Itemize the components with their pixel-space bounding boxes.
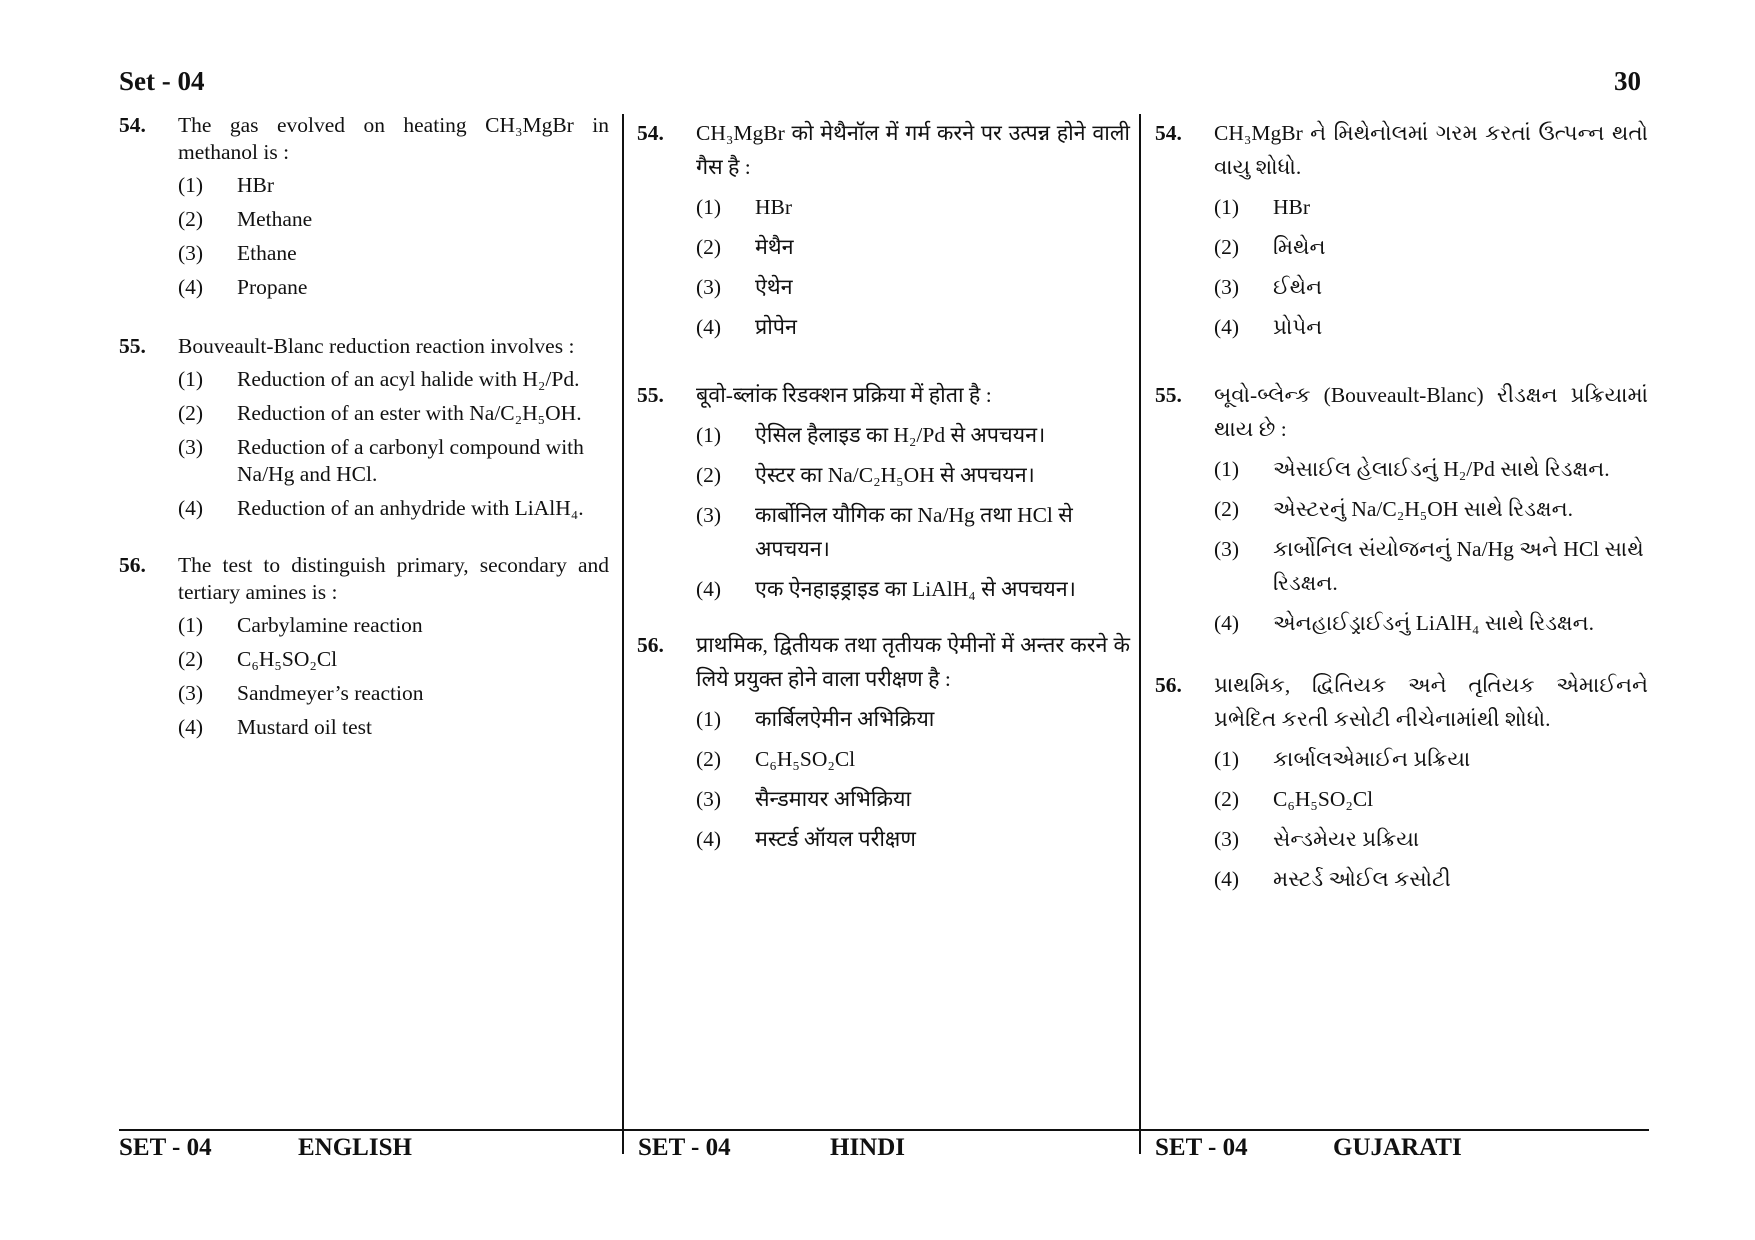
option-text: Reduction of an anhydride with LiAlH₄.: [237, 496, 584, 520]
question-text: The gas evolved on heating CH₃MgBr in methanol is :: [178, 113, 609, 164]
question-number: 55.: [1155, 383, 1182, 407]
option-item: [696, 230, 1130, 264]
option-item: [178, 240, 609, 267]
option-number: (2): [1214, 235, 1240, 259]
options-list: [178, 172, 609, 301]
footer-set-hindi: SET - 04: [638, 1134, 731, 1161]
option-item: [1214, 270, 1648, 304]
footer-rule: [119, 1129, 1649, 1131]
question-number: 54.: [637, 121, 664, 145]
option-number: (2): [1214, 787, 1240, 811]
option-text: सैन्डमायर अभिक्रिया: [755, 787, 912, 811]
option-text: Propane: [237, 275, 308, 299]
english-column: [119, 112, 609, 748]
option-item: [696, 742, 1130, 776]
option-item: [1214, 862, 1648, 896]
option-number: (1): [178, 367, 204, 391]
option-number: (3): [178, 681, 204, 705]
question-54: [1155, 116, 1648, 344]
option-number: (4): [696, 827, 722, 851]
option-number: (2): [178, 207, 204, 231]
question-text: The test to distinguish primary, secondary and tertiary amines is :: [178, 553, 609, 604]
column-divider: [622, 114, 624, 1154]
option-text: એનહાઈડ્રાઈડનું LiAlH₄ સાથે રિડક્ષન.: [1273, 611, 1595, 635]
option-item: [178, 366, 609, 393]
question-text: CH₃MgBr ને મિથેનોલમાં ગરમ કરતાં ઉત્પન્ન થતો વાયુ શોધો.: [1214, 121, 1648, 179]
option-item: [696, 458, 1130, 492]
option-number: (2): [178, 401, 204, 425]
option-number: (2): [696, 747, 722, 771]
option-item: [1214, 606, 1648, 640]
option-text: एक ऐनहाइड्राइड का LiAlH₄ से अपचयन।: [755, 577, 1076, 601]
option-number: (3): [1214, 537, 1240, 561]
option-number: (4): [1214, 611, 1240, 635]
option-item: [178, 400, 609, 427]
option-text: Reduction of an acyl halide with H₂/Pd.: [237, 367, 580, 391]
option-item: [696, 782, 1130, 816]
option-item: [696, 310, 1130, 344]
option-number: (4): [696, 577, 722, 601]
question-text: Bouveault-Blanc reduction reaction involves :: [178, 334, 575, 358]
option-text: HBr: [1273, 195, 1311, 219]
column-divider: [1139, 114, 1141, 1154]
option-number: (1): [178, 613, 204, 637]
option-text: C₆H₅SO₂Cl: [1273, 787, 1374, 811]
option-item: [696, 498, 1130, 566]
option-item: [1214, 532, 1648, 600]
question-56: [119, 552, 609, 741]
footer-set-gujarati: SET - 04: [1155, 1134, 1248, 1161]
option-item: [1214, 742, 1648, 776]
option-text: मेथैन: [755, 235, 794, 259]
option-text: પ્રોપેન: [1273, 315, 1323, 339]
question-number: 56.: [1155, 673, 1182, 697]
option-item: [1214, 782, 1648, 816]
options-list: [1214, 452, 1648, 640]
option-text: C₆H₅SO₂Cl: [755, 747, 856, 771]
option-number: (4): [696, 315, 722, 339]
set-title: Set - 04: [119, 66, 205, 96]
option-item: [178, 274, 609, 301]
option-item: [178, 495, 609, 522]
option-number: (1): [696, 195, 722, 219]
option-text: મિથેન: [1273, 235, 1326, 259]
option-text: Mustard oil test: [237, 715, 372, 739]
question-number: 56.: [637, 633, 664, 657]
option-item: [178, 714, 609, 741]
option-number: (3): [696, 275, 722, 299]
question-55: [1155, 378, 1648, 640]
option-text: ऐसिल हैलाइड का H₂/Pd से अपचयन।: [755, 423, 1046, 447]
option-item: [178, 612, 609, 639]
option-number: (3): [696, 503, 722, 527]
option-number: (1): [1214, 457, 1240, 481]
option-text: Methane: [237, 207, 313, 231]
option-number: (4): [178, 496, 204, 520]
option-number: (2): [178, 647, 204, 671]
option-item: [178, 434, 609, 488]
option-text: HBr: [237, 173, 275, 197]
option-number: (4): [178, 275, 204, 299]
option-number: (3): [696, 787, 722, 811]
question-54: [637, 116, 1130, 344]
footer-lang-english: ENGLISH: [298, 1134, 412, 1161]
option-item: [1214, 452, 1648, 486]
option-number: (4): [178, 715, 204, 739]
question-text: प्राथमिक, द्वितीयक तथा तृतीयक ऐमीनों में अन्तर करने के लिये प्रयुक्त होने वाला परीक्षण है :: [696, 633, 1130, 691]
option-text: ऐस्टर का Na/C₂H₅OH से अपचयन।: [755, 463, 1035, 487]
gujarati-column: [1155, 116, 1648, 902]
question-text: CH₃MgBr को मेथैनॉल में गर्म करने पर उत्पन्न होने वाली गैस है :: [696, 121, 1130, 179]
question-56: [1155, 668, 1648, 896]
options-list: [178, 612, 609, 741]
hindi-column: [637, 116, 1130, 862]
options-list: [1214, 742, 1648, 896]
option-text: प्रोपेन: [755, 315, 797, 339]
option-item: [696, 270, 1130, 304]
option-item: [1214, 822, 1648, 856]
option-number: (3): [178, 435, 204, 459]
question-55: [637, 378, 1130, 606]
question-54: [119, 112, 609, 301]
options-list: [1214, 190, 1648, 344]
footer-lang-hindi: HINDI: [830, 1134, 906, 1161]
option-number: (2): [696, 463, 722, 487]
question-text: પ્રાથમિક, દ્વિતિયક અને તૃતિયક એમાઈનને પ્રભેદિત કરતી કસોટી નીચેનામાંથી શોધો.: [1214, 673, 1648, 731]
question-number: 54.: [1155, 121, 1182, 145]
option-number: (1): [696, 707, 722, 731]
option-number: (4): [1214, 867, 1240, 891]
option-text: ऐथेन: [755, 275, 793, 299]
option-text: Carbylamine reaction: [237, 613, 423, 637]
option-number: (1): [696, 423, 722, 447]
option-text: કાર્બોનિલ સંયોજનનું Na/Hg અને HCl સાથે રિડક્ષન.: [1273, 537, 1644, 595]
option-item: [1214, 230, 1648, 264]
option-number: (3): [178, 241, 204, 265]
option-item: [178, 172, 609, 199]
question-number: 54.: [119, 113, 146, 137]
question-number: 55.: [637, 383, 664, 407]
option-text: HBr: [755, 195, 793, 219]
option-number: (4): [1214, 315, 1240, 339]
option-text: Ethane: [237, 241, 297, 265]
footer-lang-gujarati: GUJARATI: [1333, 1134, 1462, 1161]
option-text: ઈથેન: [1273, 275, 1323, 299]
option-item: [696, 702, 1130, 736]
option-text: मस्टर्ड ऑयल परीक्षण: [755, 827, 916, 851]
option-item: [696, 418, 1130, 452]
page-number: 30: [1614, 66, 1641, 96]
option-number: (1): [178, 173, 204, 197]
option-number: (2): [1214, 497, 1240, 521]
option-item: [178, 206, 609, 233]
question-number: 55.: [119, 334, 146, 358]
option-item: [696, 572, 1130, 606]
question-text: બૂવો-બ્લેન્ક (Bouveault-Blanc) રીડક્ષન પ્રક્રિયામાં થાય છે :: [1214, 383, 1648, 441]
options-list: [696, 418, 1130, 606]
option-text: મસ્ટર્ડ ઓઈલ કસોટી: [1273, 867, 1451, 891]
option-text: સેન્ડમેયર પ્રક્રિયા: [1273, 827, 1420, 851]
option-text: Reduction of a carbonyl compound with Na/Hg and HCl.: [237, 435, 584, 486]
option-text: C₆H₅SO₂Cl: [237, 647, 338, 671]
question-number: 56.: [119, 553, 146, 577]
option-text: कार्बिलऐमीन अभिक्रिया: [755, 707, 935, 731]
option-number: (2): [696, 235, 722, 259]
option-item: [178, 680, 609, 707]
option-item: [696, 822, 1130, 856]
option-text: कार्बोनिल यौगिक का Na/Hg तथा HCl से अपचयन।: [755, 503, 1073, 561]
option-number: (3): [1214, 275, 1240, 299]
option-text: એસાઈલ હેલાઈડનું H₂/Pd સાથે રિડક્ષન.: [1273, 457, 1610, 481]
options-list: [696, 190, 1130, 344]
option-item: [1214, 310, 1648, 344]
question-55: [119, 333, 609, 522]
option-text: કાર્બાલએમાઈન પ્રક્રિયા: [1273, 747, 1471, 771]
option-item: [178, 646, 609, 673]
options-list: [178, 366, 609, 522]
options-list: [696, 702, 1130, 856]
option-text: Sandmeyer’s reaction: [237, 681, 424, 705]
footer-set-english: SET - 04: [119, 1134, 212, 1161]
question-56: [637, 628, 1130, 856]
option-item: [1214, 492, 1648, 526]
option-text: એસ્ટરનું Na/C₂H₅OH સાથે રિડક્ષન.: [1273, 497, 1574, 521]
option-item: [696, 190, 1130, 224]
option-number: (1): [1214, 747, 1240, 771]
option-item: [1214, 190, 1648, 224]
option-number: (3): [1214, 827, 1240, 851]
option-number: (1): [1214, 195, 1240, 219]
option-text: Reduction of an ester with Na/C₂H₅OH.: [237, 401, 582, 425]
question-text: बूवो-ब्लांक रिडक्शन प्रक्रिया में होता है :: [696, 383, 992, 407]
